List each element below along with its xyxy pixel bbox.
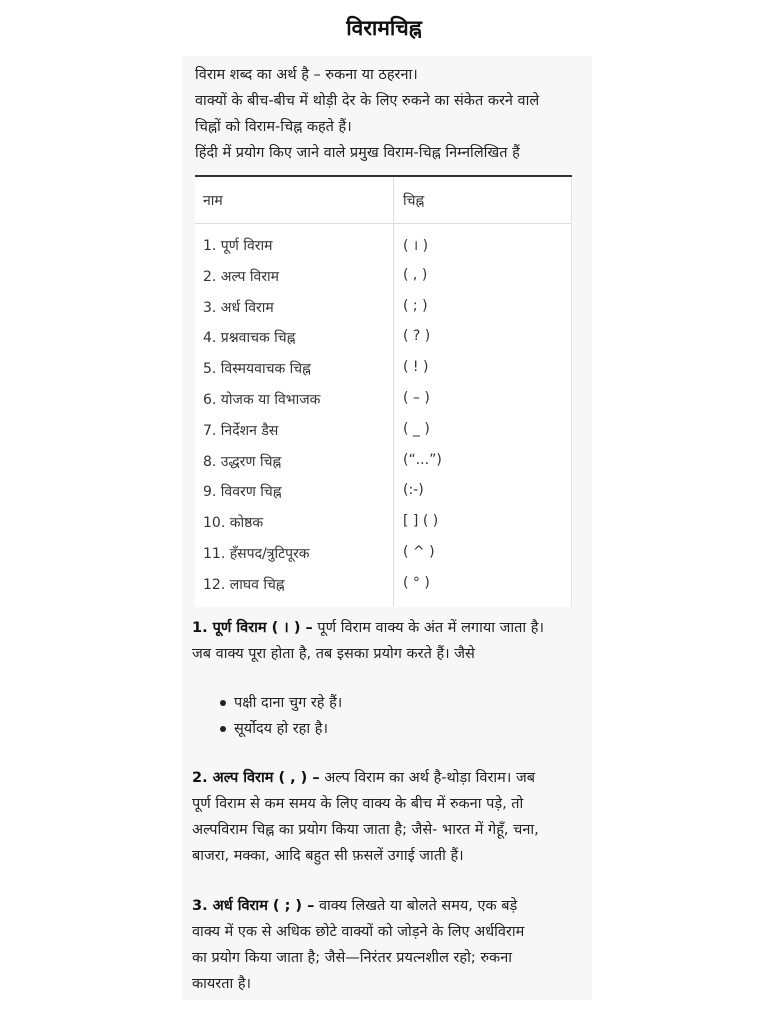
- table-row: [195, 298, 572, 329]
- table-row: [195, 236, 572, 267]
- section-text: वाक्य लिखते या बोलते समय, एक बड़े: [314, 898, 518, 914]
- table-row: [195, 513, 572, 544]
- section-ardh-viram: [192, 893, 592, 997]
- table-row: [195, 575, 572, 606]
- section-line: बाजरा, मक्का, आदि बहुत सी फ़सलें उगाई जाती हैं।: [192, 848, 464, 864]
- row-name: 7. निर्देशन डैस: [203, 422, 279, 439]
- section-purna-viram: [192, 615, 592, 667]
- bullet-icon: [220, 726, 226, 732]
- section-heading: 2. अल्प विराम ( , ) –: [192, 770, 320, 786]
- section-heading: 1. पूर्ण विराम ( । ) –: [192, 620, 313, 636]
- row-name: 10. कोष्ठक: [203, 515, 264, 532]
- section-text: पूर्ण विराम वाक्य के अंत में लगाया जाता है।: [312, 620, 544, 636]
- section-line: अल्पविराम चिह्न का प्रयोग किया जाता है; जैसे- भारत में गेहूँ, चना,: [192, 822, 539, 838]
- intro-line: वाक्यों के बीच-बीच में थोड़ी देर के लिए रुकने का संकेत करने वाले: [195, 93, 540, 109]
- section-heading: 3. अर्ध विराम ( ; ) –: [192, 898, 315, 914]
- row-sign: (:-): [403, 482, 424, 499]
- row-sign: ( ! ): [403, 359, 429, 376]
- row-name: 6. योजक या विभाजक: [203, 391, 321, 408]
- table-row: [195, 482, 572, 513]
- table-header-sign: चिह्न: [403, 193, 425, 209]
- row-name: 1. पूर्ण विराम: [203, 238, 273, 254]
- table-row: [195, 359, 572, 390]
- list-item: [206, 690, 586, 716]
- table-row: [195, 421, 572, 452]
- row-name: 3. अर्ध विराम: [203, 299, 274, 316]
- section-line: [192, 765, 592, 791]
- section-text: अल्प विराम का अर्थ है-थोड़ा विराम। जब: [319, 770, 535, 786]
- bullet-icon: [220, 700, 226, 706]
- row-sign: ( – ): [403, 389, 430, 406]
- table-row: [195, 390, 572, 421]
- section-line: कायरता है।: [192, 976, 252, 992]
- punctuation-table: [195, 175, 572, 607]
- intro-line: चिह्नों को विराम-चिह्न कहते हैं।: [195, 119, 352, 135]
- page-title: विरामचिह्न: [346, 16, 422, 40]
- example-list: [206, 690, 586, 742]
- table-row: [195, 267, 572, 298]
- intro-line: विराम शब्द का अर्थ है – रुकना या ठहरना।: [195, 67, 418, 83]
- row-sign: ( ° ): [403, 574, 430, 591]
- section-line: [192, 615, 592, 641]
- table-row: [195, 544, 572, 575]
- section-line: पूर्ण विराम से कम समय के लिए वाक्य के बीच में रुकना पड़े, तो: [192, 796, 524, 812]
- row-sign: (“...”): [403, 451, 442, 468]
- list-item-text: सूर्योदय हो रहा है।: [234, 721, 328, 737]
- section-line: जब वाक्य पूरा होता है, तब इसका प्रयोग करते हैं। जैसे: [192, 646, 475, 662]
- row-name: 11. हँसपद/त्रुटिपूरक: [203, 545, 310, 562]
- section-line: का प्रयोग किया जाता है; जैसे—निरंतर प्रयत्नशील रहो; रुकना: [192, 950, 512, 966]
- row-sign: ( _ ): [403, 420, 430, 437]
- table-row: [195, 328, 572, 359]
- row-name: 9. विवरण चिह्न: [203, 484, 282, 501]
- list-item-text: पक्षी दाना चुग रहे हैं।: [234, 695, 343, 711]
- row-sign: ( ^ ): [403, 543, 435, 560]
- list-item: [206, 716, 586, 742]
- section-alp-viram: [192, 765, 592, 869]
- row-sign: ( । ): [403, 238, 429, 254]
- row-sign: [ ] ( ): [403, 513, 439, 530]
- table-header-name: नाम: [203, 193, 223, 209]
- row-name: 2. अल्प विराम: [203, 268, 280, 285]
- table-body: [195, 236, 572, 606]
- row-name: 8. उद्धरण चिह्न: [203, 453, 282, 470]
- row-name: 4. प्रश्नवाचक चिह्न: [203, 330, 296, 347]
- section-line: [192, 893, 592, 919]
- table-row: [195, 452, 572, 483]
- intro-line: हिंदी में प्रयोग किए जाने वाले प्रमुख विराम-चिह्न निम्नलिखित हैं: [195, 145, 520, 161]
- row-name: 5. विस्मयवाचक चिह्न: [203, 361, 311, 378]
- row-sign: ( ; ): [403, 297, 428, 314]
- section-line: वाक्य में एक से अधिक छोटे वाक्यों को जोड़ने के लिए अर्धविराम: [192, 924, 525, 940]
- row-sign: ( ? ): [403, 328, 431, 345]
- header-divider: [195, 223, 572, 224]
- row-name: 12. लाघव चिह्न: [203, 576, 285, 593]
- row-sign: ( , ): [403, 266, 428, 283]
- intro-text: [195, 62, 590, 166]
